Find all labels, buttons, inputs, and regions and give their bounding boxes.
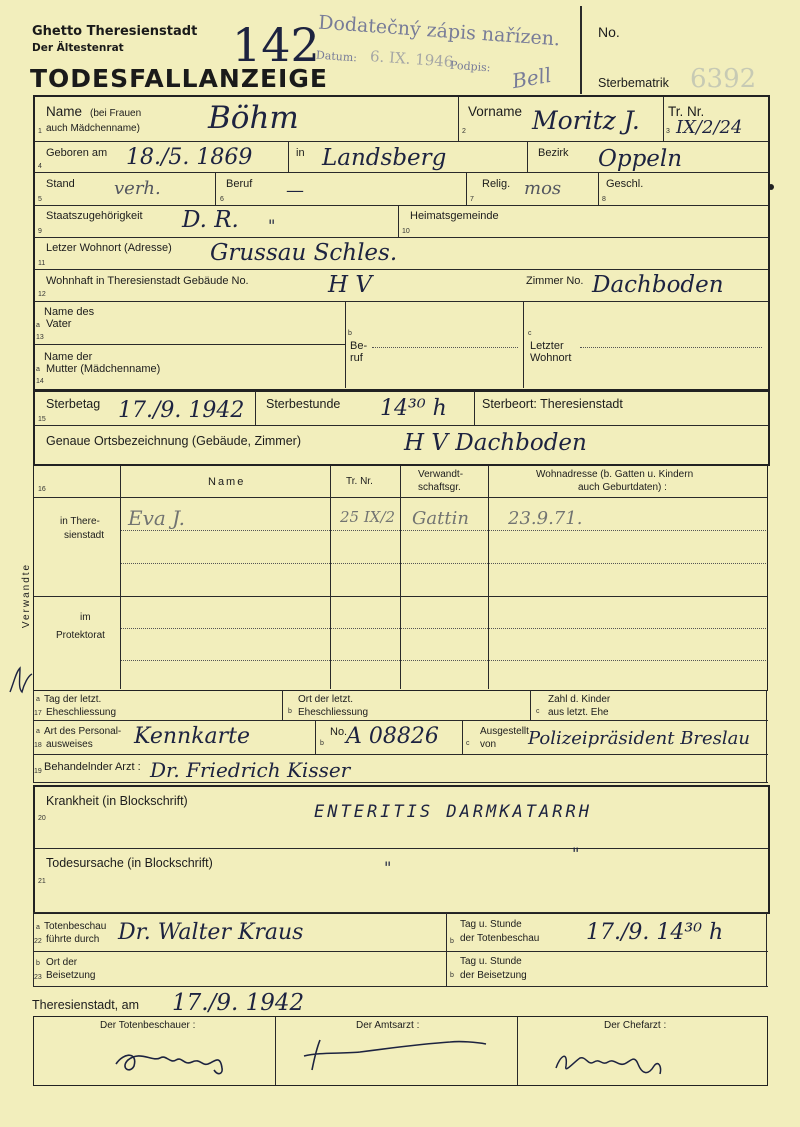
- beruf-label: Beruf: [226, 178, 253, 190]
- beisetzung-ort-label2: Beisetzung: [46, 970, 96, 981]
- stand-value: verh.: [114, 178, 161, 199]
- vater-label2: Vater: [46, 318, 72, 330]
- vorname-value: Moritz J.: [532, 106, 640, 135]
- beschau-tag-label: Tag u. Stunde: [460, 919, 522, 930]
- relative-relation: Gattin: [412, 508, 469, 529]
- in-value: Landsberg: [322, 145, 447, 171]
- form-title: TODESFALLANZEIGE: [30, 64, 328, 93]
- ausweis-no-label: No.: [330, 726, 348, 738]
- wohnhaft-value: H V: [328, 272, 372, 298]
- zimmer-label: Zimmer No.: [526, 275, 584, 287]
- handwritten-number: 142: [232, 18, 320, 72]
- trnr-label: Tr. Nr.: [668, 104, 705, 119]
- in-theresienstadt-label: in There-: [60, 516, 100, 527]
- geschl-label: Geschl.: [606, 178, 644, 190]
- krankheit-value: ENTERITIS DARMKATARRH: [314, 802, 592, 822]
- relative-address: 23.9.71.: [508, 508, 583, 529]
- sterbestunde-label: Sterbestunde: [266, 397, 341, 411]
- beschau-tag-value: 17./9. 14³⁰ h: [586, 920, 724, 945]
- letzter-wohnort-label: Letzter: [530, 340, 564, 352]
- im-label: im: [80, 612, 91, 623]
- kinder-label: Zahl d. Kinder: [548, 694, 611, 705]
- ortsbezeichnung-value: H V Dachboden: [404, 430, 587, 456]
- in-theresienstadt-label2: sienstadt: [64, 530, 105, 541]
- ortsbezeichnung-label: Genaue Ortsbezeichnung (Gebäude, Zimmer): [46, 434, 301, 448]
- col-verw-header: Verwandt-: [418, 469, 464, 480]
- vorname-label: Vorname: [468, 104, 523, 119]
- beisetzung-tag-label: Tag u. Stunde: [460, 956, 522, 967]
- beisetzung-ort-label: Ort der: [46, 957, 78, 968]
- parent-beruf-label2: ruf: [350, 352, 363, 364]
- trnr-value: IX/2/24: [676, 117, 743, 138]
- ausweis-art-label: Art des Personal-: [44, 726, 122, 737]
- chefarzt-label: Der Chefarzt :: [604, 1020, 667, 1031]
- name-value: Böhm: [208, 100, 299, 136]
- sterbematrik-value: 6392: [690, 64, 757, 94]
- staats-value: D. R.: [182, 207, 239, 233]
- sterbematrik-label: Sterbematrik: [598, 76, 669, 90]
- sterbeort-label: Sterbeort: Theresienstadt: [482, 397, 623, 411]
- col-verw-header2: schaftsgr.: [418, 482, 461, 493]
- name-label: Name: [46, 104, 83, 119]
- no-label: No.: [598, 24, 620, 40]
- margin-mark-icon: [6, 662, 36, 698]
- totenbeschauer-label: Der Totenbeschauer :: [100, 1020, 196, 1031]
- amtsarzt-signature-icon: [300, 1030, 500, 1080]
- ausgestellt-value: Polizeipräsident Breslau: [528, 728, 751, 749]
- relig-label: Relig.: [482, 178, 511, 190]
- staats-label: Staatszugehörigkeit: [46, 210, 143, 222]
- ehe-ort-label2: Eheschliessung: [298, 707, 369, 718]
- arzt-label: Behandelnder Arzt :: [44, 761, 141, 773]
- stamp-podpis-label: Podpis:: [449, 58, 491, 75]
- punch-hole-icon: [768, 184, 774, 190]
- col-trnr-header: Tr. Nr.: [346, 476, 373, 487]
- vater-label: Name des: [44, 306, 95, 318]
- krankheit-label: Krankheit (in Blockschrift): [46, 794, 188, 808]
- ehe-tag-label2: Eheschliessung: [46, 707, 117, 718]
- ehe-tag-label: Tag der letzt.: [44, 694, 102, 705]
- kinder-label2: aus letzt. Ehe: [548, 707, 609, 718]
- ausweis-art-label2: ausweises: [46, 739, 93, 750]
- stamp-signature: Bell: [510, 62, 554, 94]
- mutter-label: Name der: [44, 351, 93, 363]
- name-hint2: auch Mädchenname): [46, 123, 140, 134]
- stamp-line: Dodatečný zápis nařízen.: [317, 11, 561, 51]
- ausweis-art-value: Kennkarte: [134, 724, 251, 749]
- geboren-label: Geboren am: [46, 147, 108, 159]
- todesursache-ditto: ": [384, 858, 392, 877]
- wohnort-value: Grussau Schles.: [210, 240, 398, 266]
- sterbestunde-value: 14³⁰ h: [380, 396, 447, 421]
- relative-trnr: 25 IX/2: [340, 508, 396, 526]
- heimat-label: Heimatsgemeinde: [410, 210, 499, 222]
- zimmer-value: Dachboden: [592, 272, 724, 298]
- col-wohn-header: Wohnadresse (b. Gatten u. Kindern: [536, 469, 694, 480]
- org-subname: Der Ältestenrat: [32, 42, 124, 54]
- col-name-header: Name: [208, 476, 246, 488]
- relig-value: mos: [524, 178, 562, 199]
- death-notice-form: Ghetto Theresienstadt Der Ältestenrat TODESFALLANZEIGE 142 Dodatečný zápis nařízen. Datum: 6. IX. 1946 Podpis: Bell No. Sterbematrik 6392 Name (bei Frauen 1 auch Mädchenname) Böhm Vorname 2 Moritz J. Tr. Nr. 3 IX/2/24 Geboren am 4 18./5. 1869 in Landsberg Bezirk Oppeln Stand 5 verh. Beruf 6 — Relig. 7 mos Geschl. 8 Staatszugehörigkeit 9 D. R. " Heimatsgemeinde 10 Letzer Wohnort (Adresse) 11 Grussau Schles. Wohnhaft in Theresienstadt Gebäude No. 12 H V Zimmer No. Dachboden Name des a Vater 13 Name der a Mutter (Mädchenname) 14 b Be- ruf c Letzter Wohnort Sterbetag 15 17./9. 1942 Sterbestunde 14³⁰ h Sterbeort: Theresienstadt Genaue Ortsbezeichnung (Gebäude, Zimmer) H V Dachboden 16 Name Tr. Nr. Verwandt- schaftsgr. Wohnadresse (b. Gatten u. Kindern auch Geburtdaten) : Verwandte in There- sienstadt im Protektorat Eva J. 25 IX/2 Gattin 23.9.71. a Tag der letzt. 17 Eheschliessung b Ort der letzt. Eheschliessung c Zahl d. Kinder aus letzt. Ehe a Art des Personal- 18 ausweises Kennkarte b No. A 08826 c Ausgestellt von Polizeipräsident Breslau 19 Behandelnder Arzt : Dr. Friedrich Kisser Krankheit (in Blockschrift) 20 ENTERITIS DARMKATARRH Todesursache (in Blockschrift) 21 " " a Totenbeschau 22 führte durch Dr. Walter Kraus b Tag u. Stunde der Totenbeschau 17./9. 14³⁰ h b Ort der 23 Beisetzung b Tag u. Stunde der Beisetzung Theresienstadt, am 17./9. 1942 Der Totenbeschauer : Der Amtsarzt : Der Chefarzt :: [0, 0, 800, 1127]
- wohnhaft-label: Wohnhaft in Theresienstadt Gebäude No.: [46, 275, 249, 287]
- bezirk-value: Oppeln: [598, 146, 683, 172]
- relatives-side-label: Verwandte: [21, 562, 33, 629]
- beschau-value: Dr. Walter Kraus: [118, 920, 304, 945]
- ehe-ort-label: Ort der letzt.: [298, 694, 354, 705]
- ausweis-no-value: A 08826: [346, 724, 439, 749]
- ausgestellt-label: Ausgestellt: [480, 726, 529, 737]
- beisetzung-tag-label2: der Beisetzung: [460, 970, 527, 981]
- chefarzt-signature-icon: [550, 1036, 680, 1080]
- protektorat-label: Protektorat: [56, 630, 105, 641]
- sterbetag-label: Sterbetag: [46, 397, 101, 411]
- mutter-label2: Mutter (Mädchenname): [46, 363, 161, 375]
- name-hint: (bei Frauen: [90, 108, 142, 119]
- col-wohn-header2: auch Geburtdaten) :: [578, 482, 667, 493]
- letzter-wohnort-label2: Wohnort: [530, 352, 572, 364]
- amtsarzt-label: Der Amtsarzt :: [356, 1020, 420, 1031]
- stamp-datum-label: Datum:: [315, 48, 358, 65]
- parent-beruf-label: Be-: [350, 340, 368, 352]
- stand-label: Stand: [46, 178, 75, 190]
- beruf-value: —: [286, 180, 304, 201]
- totenbeschauer-signature-icon: [110, 1034, 250, 1078]
- ausgestellt-label2: von: [480, 739, 497, 750]
- beschau-tag-label2: der Totenbeschau: [460, 933, 540, 944]
- bezirk-label: Bezirk: [538, 147, 569, 159]
- geboren-value: 18./5. 1869: [126, 145, 253, 170]
- staats-ditto: ": [268, 216, 276, 235]
- in-label: in: [296, 147, 305, 159]
- beschau-label2: führte durch: [46, 934, 100, 945]
- wohnort-label: Letzer Wohnort (Adresse): [46, 242, 172, 254]
- sterbetag-value: 17./9. 1942: [118, 398, 245, 423]
- org-name: Ghetto Theresienstadt: [32, 24, 198, 39]
- todesursache-ditto2: ": [572, 844, 580, 863]
- stamp-datum-value: 6. IX. 1946: [369, 47, 454, 71]
- todesursache-label: Todesursache (in Blockschrift): [46, 856, 213, 870]
- arzt-value: Dr. Friedrich Kisser: [150, 758, 351, 782]
- beschau-label: Totenbeschau: [44, 921, 107, 932]
- place-date-value: 17./9. 1942: [172, 990, 305, 1016]
- relative-name: Eva J.: [128, 506, 186, 530]
- place-date-label: Theresienstadt, am: [32, 998, 139, 1012]
